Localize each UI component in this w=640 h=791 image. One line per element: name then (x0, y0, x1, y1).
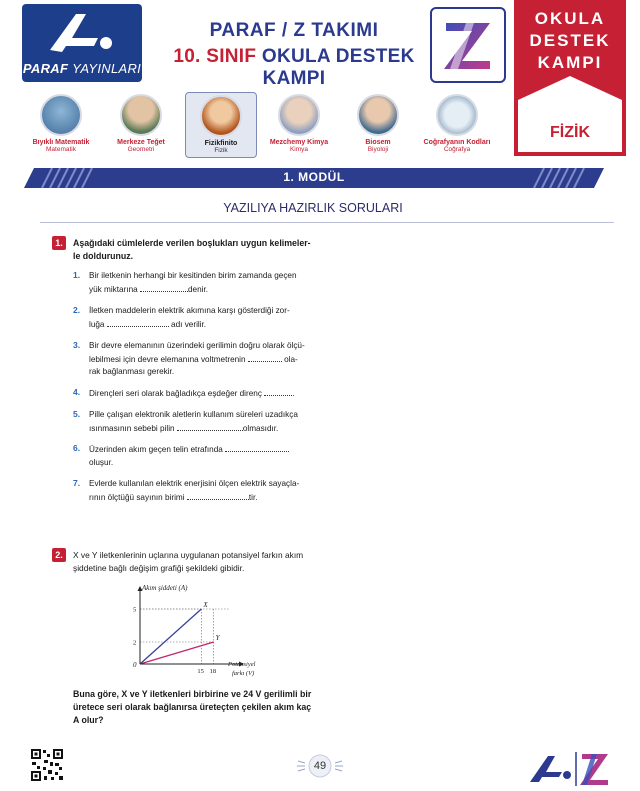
question-number: 1. (52, 236, 66, 250)
question-prompt: X ve Y iletkenlerinin uçlarına uygulanan potansiyel farkın akım şiddetine bağlı değişim grafiği şekildeki gibidir. (73, 550, 304, 573)
fill-blank-item (73, 270, 313, 296)
fill-blank-item (73, 409, 313, 435)
avatar (278, 94, 320, 136)
series-label-x: X (203, 601, 208, 609)
origin-label: 0 (133, 661, 137, 669)
item-text: Üzerinden akım geçen telin etrafında oluşur. (89, 443, 313, 469)
teacher-name: Bıyıklı Matematik (32, 139, 90, 146)
item-text: Bir devre elemanının üzerindeki gerilimin doğru olarak ölçü- lebilmesi için devre elemanına voltmetrenin ola- rak bağlanması gerekir. (89, 341, 305, 376)
y-axis-label: Akım şiddeti (A) (142, 584, 188, 592)
question-prompt: Aşağıdaki cümlelerde verilen boşlukları uygun kelimeler- le doldurunuz. (73, 238, 311, 261)
z-logo-icon (580, 754, 608, 785)
avatar (436, 94, 478, 136)
teacher-mezchemy-kimya[interactable] (264, 92, 334, 156)
teacher-name: Coğrafyanın Kodları (423, 139, 491, 146)
header-title-line2: 10. SINIF OKULA DESTEK KAMPI (173, 46, 415, 89)
answer-blank[interactable] (107, 318, 169, 327)
teacher-biyikli-matematik[interactable] (26, 92, 96, 156)
answer-blank[interactable] (225, 443, 289, 452)
fill-blank-item (73, 340, 313, 379)
section-divider (40, 222, 614, 223)
answer-blank[interactable] (177, 422, 243, 431)
teacher-subject: Fizik (214, 147, 228, 154)
avatar (357, 94, 399, 136)
answer-blank[interactable] (187, 491, 249, 500)
series-label-y: Y (215, 634, 220, 642)
y-tick-label: 2 (133, 639, 137, 647)
publisher-logo (22, 4, 142, 82)
fill-blank-item (73, 305, 313, 331)
item-text: Evlerde kullanılan elektrik enerjisini ölçen elektrik sayaçla- rının ölçtüğü sayının birimi tir. (89, 479, 300, 502)
publisher-name: PARAF YAYINLARI (22, 61, 142, 76)
teacher-merkeze-teget[interactable] (106, 92, 176, 156)
item-number: 1. (73, 270, 81, 280)
teacher-subject: Coğrafya (443, 146, 471, 153)
page-number: 49 (313, 760, 327, 772)
teacher-name: Fizikfinito (204, 140, 238, 147)
teacher-name: Mezchemy Kimya (269, 139, 329, 146)
item-text: İletken maddelerin elektrik akımına karşı gösterdiği zor- luğa adı verilir. (89, 306, 290, 329)
fill-blank-item (73, 478, 313, 504)
badge-subject: FİZİK (550, 124, 590, 141)
y-tick-label: 5 (133, 606, 137, 614)
current-voltage-chart (118, 580, 268, 685)
teacher-subject: Biyoloji (367, 146, 389, 153)
answer-blank[interactable] (140, 283, 188, 292)
header-title-line1: PARAF / Z TAKIMI (209, 20, 379, 41)
teacher-subject: Kimya (289, 146, 309, 153)
item-number: 6. (73, 443, 81, 453)
item-text: Pille çalışan elektronik aletlerin kullanım süreleri uzadıkça ısınmasının sebebi pilin olmasıdır. (89, 410, 298, 433)
answer-blank[interactable] (264, 387, 292, 396)
answer-blank[interactable] (248, 353, 282, 362)
footer-logos (528, 748, 610, 788)
item-number: 2. (73, 305, 81, 315)
item-number: 4. (73, 387, 81, 397)
paraf-arrow-icon (46, 10, 116, 58)
avatar (40, 94, 82, 136)
item-text: Bir iletkenin herhangi bir kesitinden birim zamanda geçen yük miktarına denir. (89, 271, 297, 294)
question-number: 2. (52, 548, 66, 562)
teacher-subject: Matematik (46, 146, 76, 153)
item-text: Dirençleri seri olarak bağladıkça eşdeğer direnç . (89, 389, 295, 398)
question-text: Buna göre, X ve Y iletkenleri birbirine ve 24 V gerilimli bir üretece seri olarak bağlanırsa üreteçten çekilen akım kaç A olur? (73, 689, 312, 725)
teacher-cografyanin-kodlari[interactable] (422, 92, 492, 156)
teacher-subject: Geometri (127, 146, 155, 153)
teacher-fizikfinito[interactable] (185, 92, 257, 158)
z-takimi-logo (430, 7, 506, 83)
section-title: YAZILIYA HAZIRLIK SORULARI (223, 201, 403, 215)
item-number: 7. (73, 478, 81, 488)
series-line-x (140, 609, 201, 664)
z-logo-icon (432, 9, 504, 81)
paraf-arrow-icon (530, 756, 571, 782)
x-axis-label-line2: farkı (V) (232, 670, 255, 677)
fill-blank-item (73, 443, 313, 469)
module-title: 1. MODÜL (283, 170, 345, 184)
item-number: 5. (73, 409, 81, 419)
avatar (120, 94, 162, 136)
avatar (200, 95, 242, 137)
x-tick-label: 18 (209, 668, 217, 675)
item-number: 3. (73, 340, 81, 350)
series-line-y (140, 642, 214, 664)
teacher-biosem[interactable] (343, 92, 413, 156)
badge-title: OKULA DESTEK KAMPI (529, 9, 611, 72)
teacher-name: Biosem (365, 139, 391, 146)
qr-code-icon[interactable] (30, 748, 64, 782)
x-tick-label: 15 (197, 668, 204, 675)
teacher-name: Merkeze Teğet (117, 139, 165, 146)
x-axis-label-line1: Potansiyel (228, 661, 256, 668)
fill-blank-item (73, 387, 313, 401)
